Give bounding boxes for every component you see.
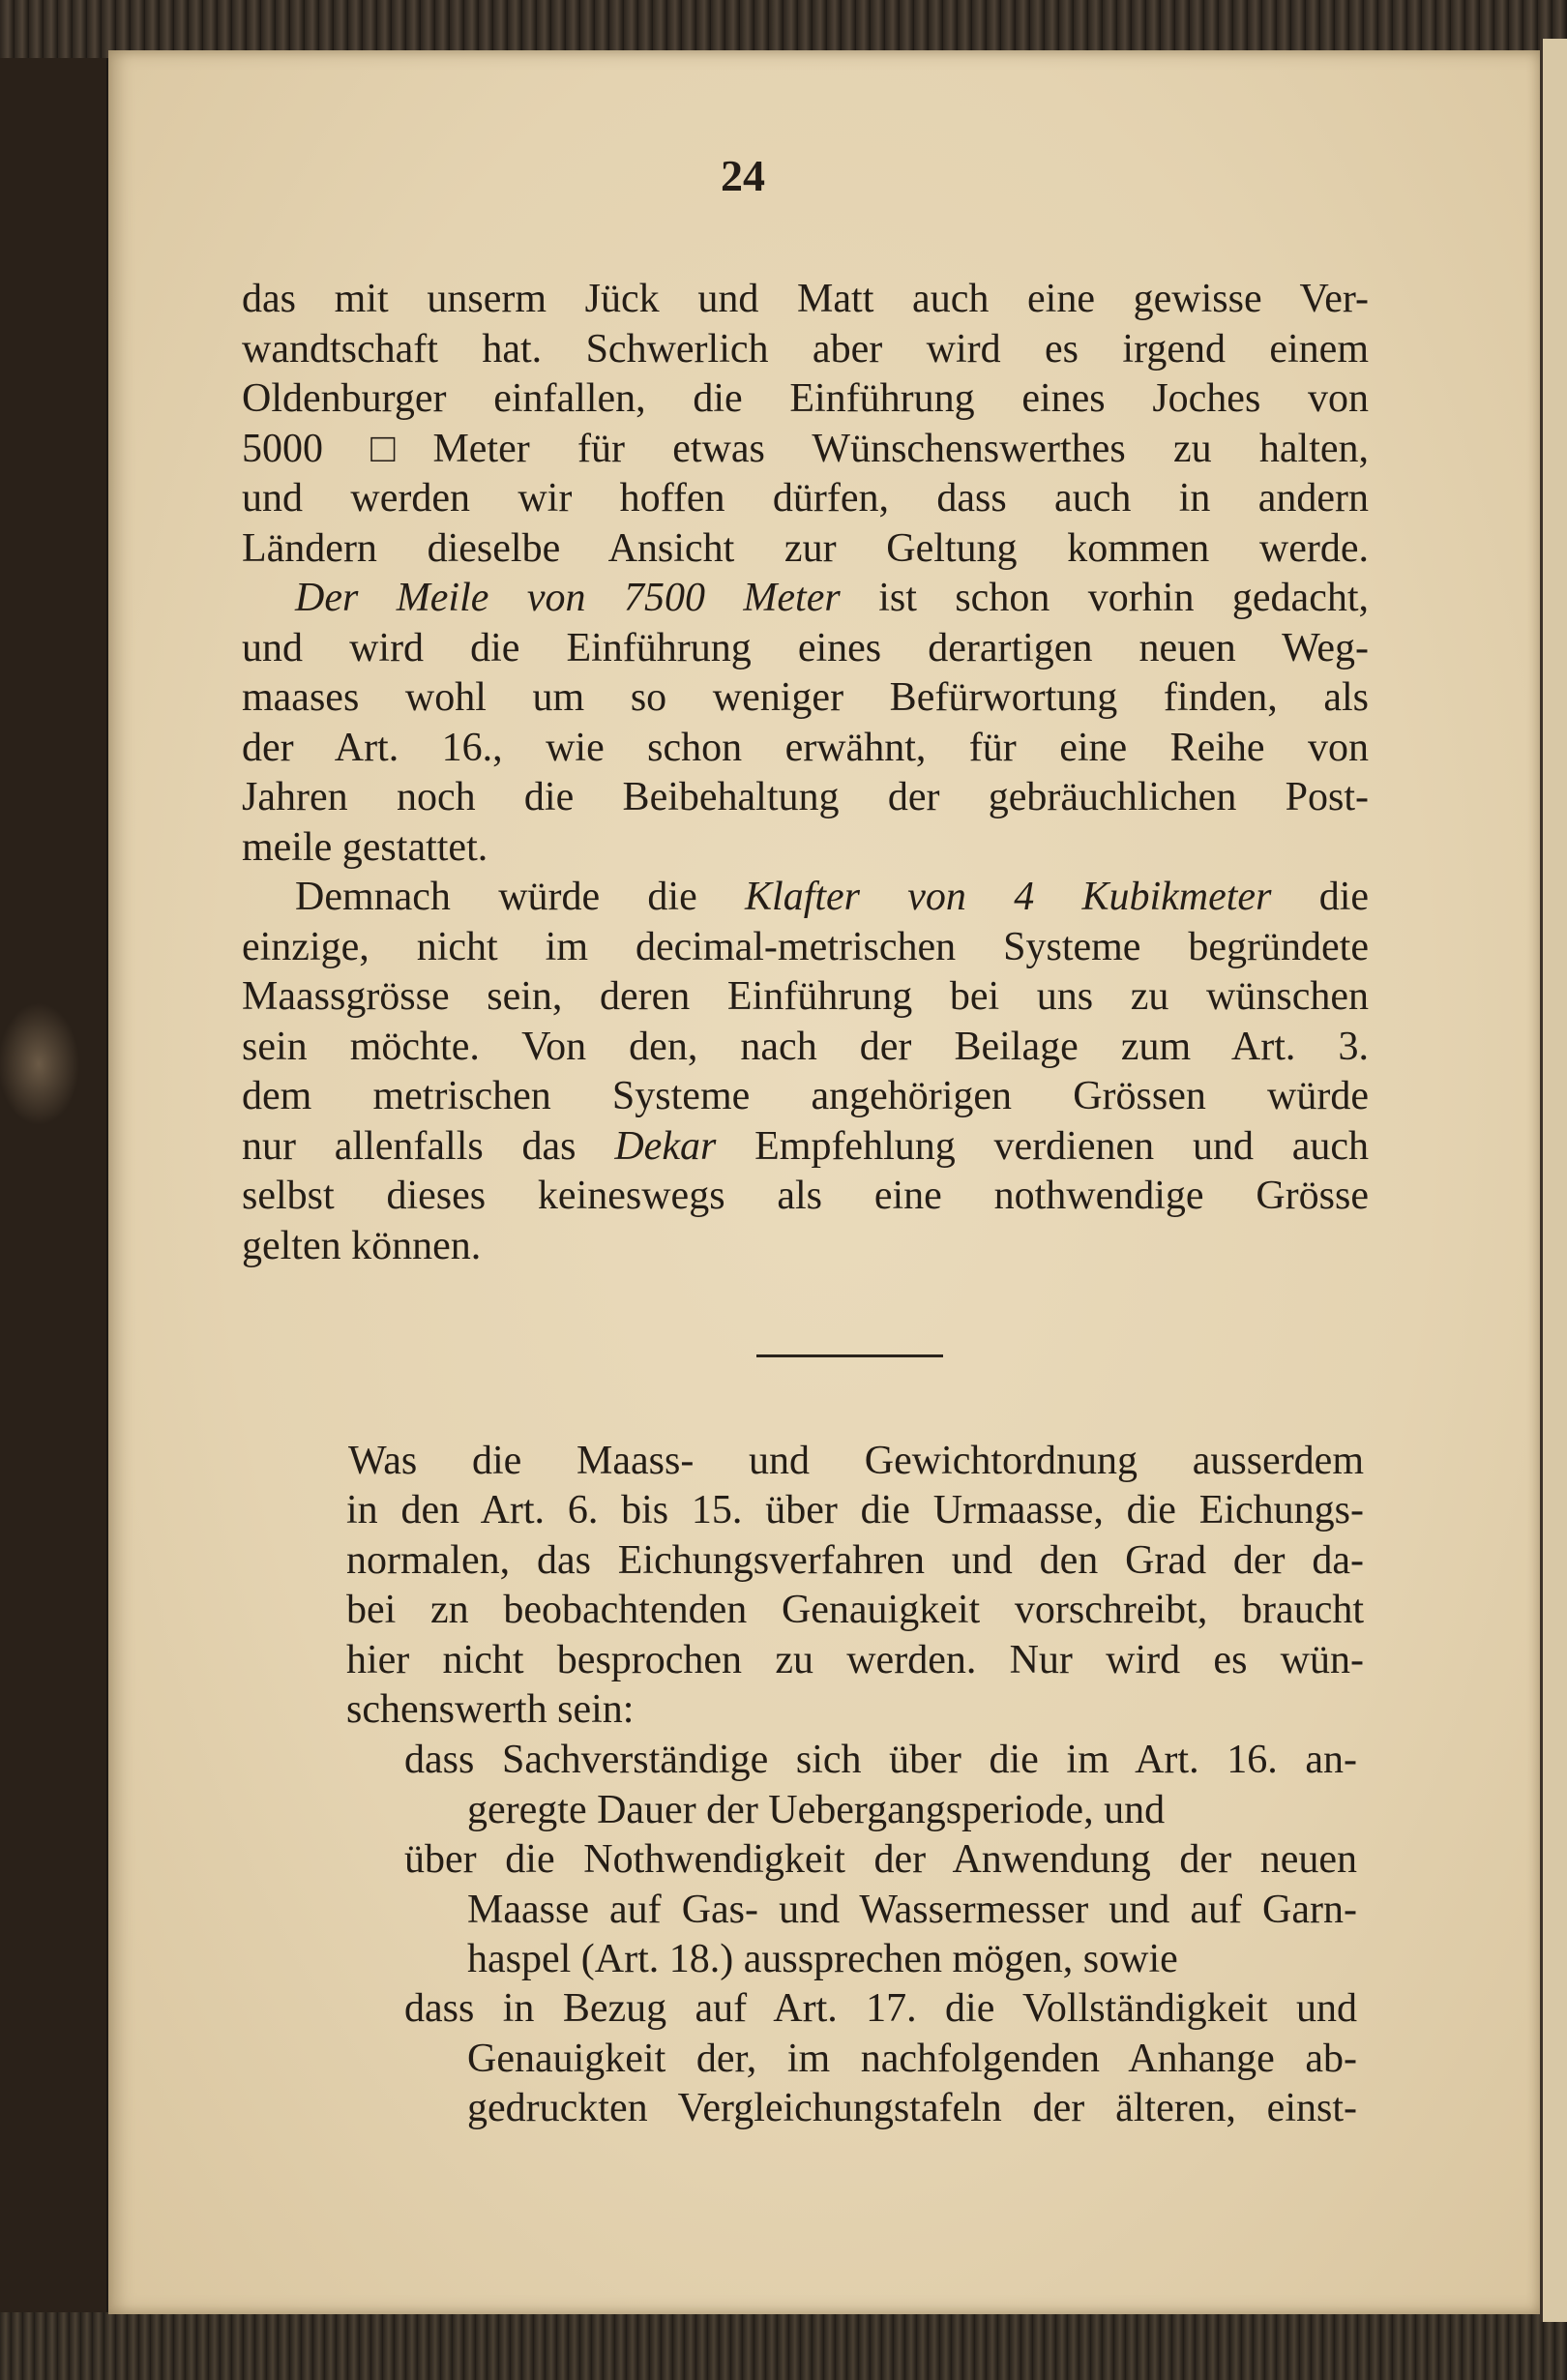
text-line: wandtschaft hat. Schwerlich aber wird es irgend einem <box>242 326 1369 372</box>
text-line <box>242 1122 1369 1173</box>
text-line: hier nicht besprochen zu werden. Nur wird es wün- <box>346 1637 1364 1682</box>
paragraph-1 <box>242 275 1369 574</box>
text-line: bei zn beobachtenden Genauigkeit vorschreibt, braucht <box>346 1588 1364 1632</box>
text-line: Oldenburger einfallen, die Einführung eines Joches von <box>242 376 1369 421</box>
text-line: einzige, nicht im decimal-metrischen Systeme begründete <box>242 924 1369 969</box>
text-line: in den Art. 6. bis 15. über die Urmaasse, die Eichungs- <box>346 1488 1364 1532</box>
text-line: meile gestattet. <box>242 824 488 870</box>
text-line: sein möchte. Von den, nach der Beilage zum Art. 3. <box>242 1024 1369 1069</box>
text-line: Maasse auf Gas- und Wassermesser und auf Garn- <box>467 1887 1357 1932</box>
next-page-edge <box>1540 39 1567 2322</box>
section-divider <box>756 1354 943 1357</box>
text-line: und werden wir hoffen dürfen, dass auch in andern <box>242 476 1369 521</box>
text-line: der Art. 16., wie schon erwähnt, für eine Reihe von <box>242 725 1369 770</box>
text-line: dem metrischen Systeme angehörigen Grössen würde <box>242 1074 1369 1118</box>
text-segment: Demnach würde die <box>295 875 697 919</box>
text-line: und wird die Einführung eines derartigen neuen Weg- <box>242 625 1369 670</box>
text-segment: ist schon vorhin gedacht, <box>878 576 1369 620</box>
text-line: das mit unserm Jück und Matt auch eine gewisse Ver- <box>242 277 1369 321</box>
list-item <box>404 1736 1357 1835</box>
text-segment: Empfehlung verdienen und auch <box>754 1123 1370 1169</box>
text-line: Was die Maass- und Gewichtordnung ausserdem <box>348 1439 1364 1483</box>
text-line: gedruckten Vergleichungstafeln der älteren, einst- <box>467 2086 1357 2130</box>
page-number: 24 <box>721 151 765 200</box>
text-line <box>242 574 1369 624</box>
text-segment: die <box>1318 875 1370 919</box>
text-line: Genauigkeit der, im nachfolgenden Anhange ab- <box>467 2036 1357 2081</box>
text-line: dass Sachverständige sich über die im Art. 16. an- <box>404 1738 1357 1782</box>
text-line: normalen, das Eichungsverfahren und den Grad der da- <box>346 1537 1364 1583</box>
list-item <box>404 1984 1357 2134</box>
text-line: maases wohl um so weniger Befürwortung finden, als <box>242 675 1369 720</box>
text-line: Jahren noch die Beibehaltung der gebräuchlichen Post- <box>242 775 1369 819</box>
text-line: schenswerth sein: <box>346 1687 635 1732</box>
paragraph-3 <box>242 873 1369 1271</box>
text-line: Ländern dieselbe Ansicht zur Geltung kommen werde. <box>242 525 1369 571</box>
text-line: über die Nothwendigkeit der Anwendung der neuen <box>404 1837 1357 1882</box>
text-line: gelten können. <box>242 1223 482 1268</box>
paragraph-4 <box>346 1486 1364 1736</box>
text-line: Maassgrösse sein, deren Einführung bei uns zu wünschen <box>242 974 1369 1019</box>
list-item <box>404 1835 1357 1985</box>
paragraph-2 <box>242 574 1369 873</box>
italic-phrase: Dekar <box>614 1123 717 1169</box>
text-line: 5000 □Meter für etwas Wünschenswerthes zu halten, <box>242 426 1369 471</box>
text-line: haspel (Art. 18.) aussprechen mögen, sowie <box>467 1937 1178 1981</box>
marbled-cover-edge <box>0 0 106 2380</box>
text-line: selbst dieses keineswegs als eine nothwendige Grösse <box>242 1174 1369 1218</box>
text-line: dass in Bezug auf Art. 17. die Vollständigkeit und <box>404 1986 1357 2031</box>
text-line <box>242 873 1369 923</box>
text-line: geregte Dauer der Uebergangsperiode, und <box>467 1787 1166 1832</box>
italic-phrase: Klafter von 4 Kubikmeter <box>745 875 1272 919</box>
text-segment: nur allenfalls das <box>242 1123 577 1169</box>
paragraph-4-first <box>348 1437 1364 1487</box>
bottom-book-edge <box>0 2312 1567 2380</box>
italic-phrase: Der Meile von 7500 Meter <box>295 576 841 620</box>
top-book-edge <box>0 0 1567 58</box>
